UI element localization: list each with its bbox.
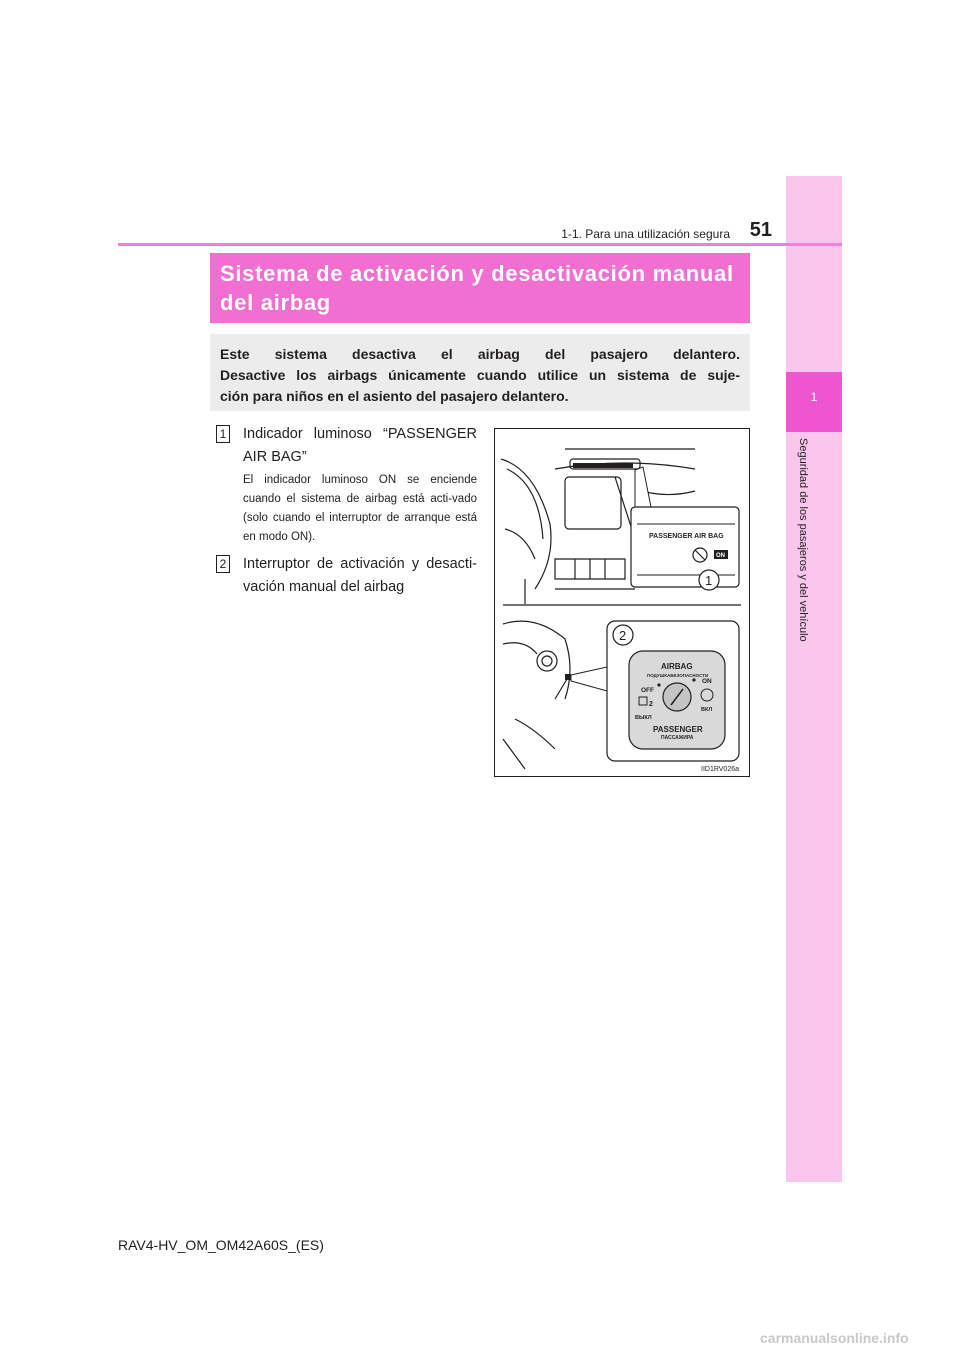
intro-box <box>210 334 750 411</box>
item-number-badge: 1 <box>216 425 230 443</box>
indicator-label: PASSENGER AIR BAG <box>649 533 724 540</box>
chapter-number: 1 <box>810 390 818 404</box>
figure-illustration <box>494 428 750 777</box>
callout-2: 2 <box>619 628 627 643</box>
indicator-on-text: ON <box>716 553 725 559</box>
intro-line: ción para niños en el asiento del pasajero delantero. <box>220 388 569 404</box>
section-title-line1: Sistema de activación y desactivación manual <box>220 261 734 286</box>
item-title: Indicador luminoso “PASSENGER AIR BAG” <box>243 426 477 465</box>
switch-2-label: 2 <box>649 701 653 708</box>
item-number-badge: 2 <box>216 555 230 573</box>
switch-on-label-ru: ВКЛ <box>701 707 713 713</box>
callout-1: 1 <box>705 573 713 588</box>
document-code: RAV4-HV_OM_OM42A60S_(ES) <box>118 1237 324 1253</box>
switch-airbag-label-ru: ПОДУШКАБЕЗОПАСНОСТИ <box>647 673 709 678</box>
section-title-line2: del airbag <box>220 290 331 315</box>
intro-line: Desactive los airbags únicamente cuando utilice un sistema de suje- <box>220 367 740 383</box>
section-title-box <box>210 253 750 323</box>
switch-on-label: ON <box>702 678 712 685</box>
intro-line: Este sistema desactiva el airbag del pasajero delantero. <box>220 346 740 362</box>
switch-airbag-label: AIRBAG <box>661 662 693 671</box>
switch-off-label: OFF <box>641 687 654 694</box>
item-title: Interruptor de activación y desacti-vación manual del airbag <box>243 556 477 595</box>
section-header: 1-1. Para una utilización segura <box>561 227 730 241</box>
header-rule <box>118 243 842 246</box>
figure-id: IID1RV026a <box>701 766 740 773</box>
watermark: carmanualsonline.info <box>760 1330 909 1346</box>
item-body: El indicador luminoso ON se enciende cuando el sistema de airbag está acti-vado (solo cuando el interruptor de arranque está en modo ON). <box>243 474 477 543</box>
switch-passenger-label: PASSENGER <box>653 725 703 734</box>
dashboard-illustration <box>495 429 749 776</box>
switch-passenger-label-ru: ПАССАЖИРА <box>661 735 694 741</box>
page-number: 51 <box>749 219 772 241</box>
chapter-side-tab <box>786 176 842 1182</box>
switch-off-label-ru: ВЫКЛ <box>635 715 652 721</box>
chapter-title: Seguridad de los pasajeros y del vehículo <box>797 438 809 642</box>
